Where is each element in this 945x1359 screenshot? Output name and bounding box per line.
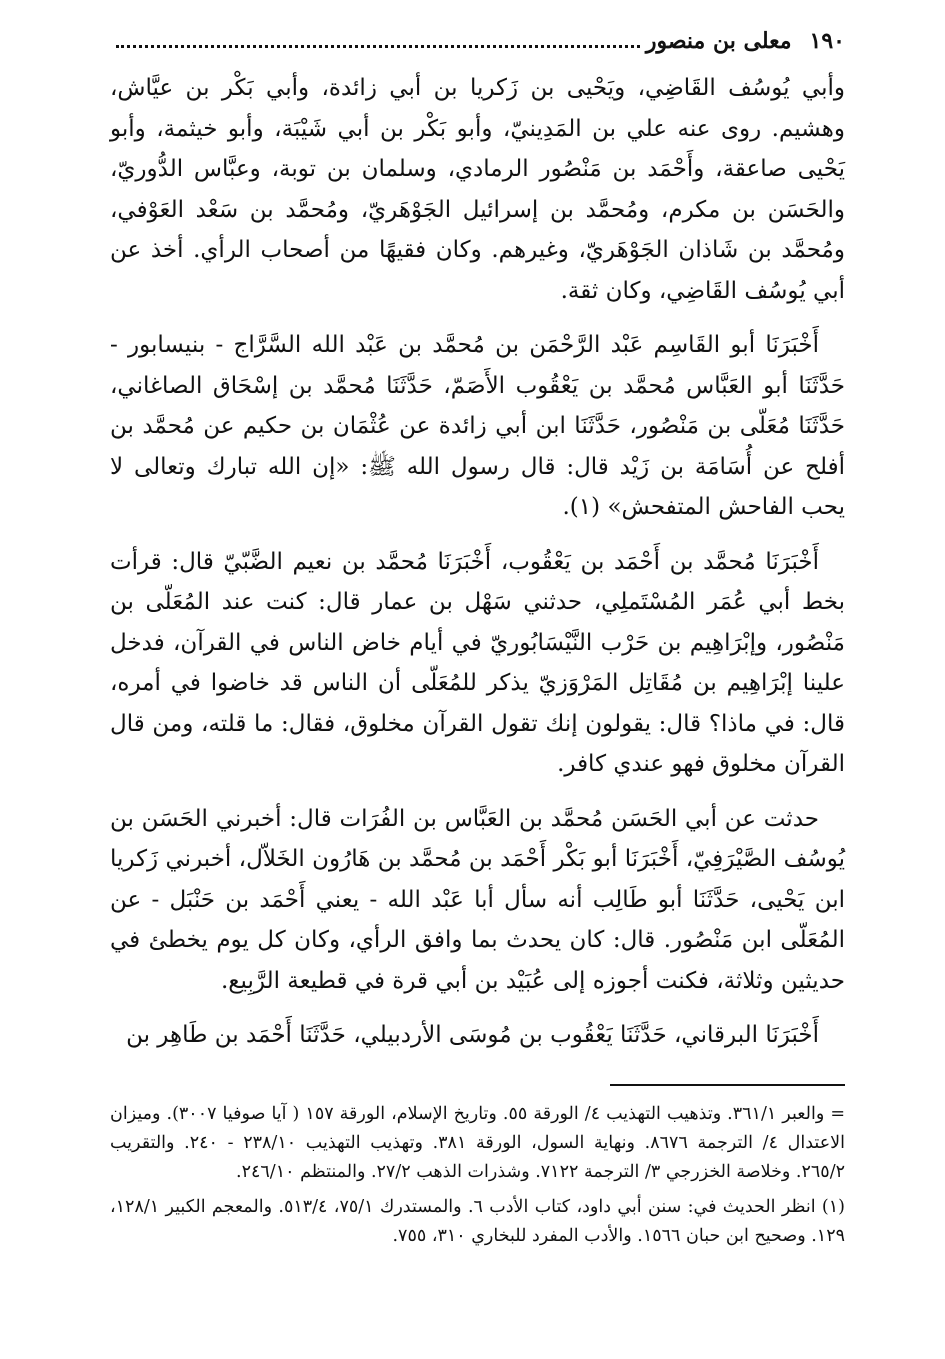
footnotes (110, 1100, 845, 1251)
paragraph-hadith: أَخْبَرَنَا أبو القَاسِم عَبْد الرَّحْمَن بن مُحمَّد بن عَبْد الله السَّرَّاج - بنيسابور - حَدَّثَنَا أبو العَبَّاس مُحمَّد بن يَعْقُوب الأَصَمّ، حَدَّثَنَا مُحمَّد بن إسْحَاق الصاغاني، حَدَّثَنَا مُعَلّى بن مَنْصُور، حَدَّثَنَا ابن أبي زائدة عن عُثْمَان بن حكيم عن مُحمَّد بن أفلح عن أُسَامَة بن زَيْد قال: قال رسول الله ﷺ: «إن الله تبارك وتعالى لا يحب الفاحش المتفحش» (١). (110, 332, 845, 520)
paragraph-quran-narration: أَخْبَرَنَا مُحمَّد بن أَحْمَد بن يَعْقُوب، أَخْبَرَنَا مُحمَّد بن نعيم الضَّبّيّ قال: قرأت بخط أبي عُمَر المُسْتَملِي، حدثني سَهْل بن عمار قال: كنت عند المُعَلّى بن مَنْصُور، وإبْرَاهِيم بن حَرْب النَّيْسَابُوريّ في أيام خاض الناس في القرآن، فدخل علينا إبْرَاهِيم بن مُقَاتِل المَرْوَزيّ يذكر للمُعَلّى أن الناس قد خاضوا في أمره، قال: في ماذا؟ قال: يقولون إنك تقول القرآن مخلوق، فقال: ما قلته، ومن قال القرآن مخلوق فهو عندي كافر. (110, 548, 845, 777)
running-title: معلى بن منصور (645, 28, 792, 54)
footnote-divider (610, 1084, 845, 1086)
page-number: ١٩٠ (809, 28, 845, 54)
footnote-1: (١) انظر الحديث في: سنن أبي داود، كتاب الأدب ٦. والمستدرك ٧٥/١، ٥١٣/٤. والمعجم الكبير ١٢٨/١، ١٢٩. وصحيح ابن حبان ١٥٦٦. والأدب المفرد للبخاري ٣١٠، ٧٥٥. (110, 1196, 845, 1246)
paragraph-teachers-students: وأبي يُوسُف القَاضِي، ويَحْيى بن زَكريا بن أبي زائدة، وأبي بَكْر بن عيَّاش، وهشيم. روى عنه علي بن المَدِينيّ، وأبو بَكْر بن أبي شَيْبَة، وأبو خيثمة، وأبو يَحْيى صاعقة، وأَحْمَد بن مَنْصُور الرمادي، وسلمان بن توبة، وعبَّاس الدُّوريّ، والحَسَن بن مكرم، ومُحمَّد بن إسرائيل الجَوْهَريّ، ومُحمَّد بن سَعْد العَوْفي، ومُحمَّد بن شَاذان الجَوْهَريّ، وغيرهم. وكان فقيهًا من أصحاب الرأي. أخذ عن أبي يُوسُف القَاضِي، وكان ثقة. (110, 75, 845, 304)
main-text (110, 68, 845, 1056)
header-dotted-leader (116, 31, 640, 48)
paragraph-ahmad-report: حدثت عن أبي الحَسَن مُحمَّد بن العَبَّاس بن الفُرَات قال: أخبرني الحَسَن بن يُوسُف الصَّيْرَفِيّ، أَخْبَرَنَا أبو بَكْر أَحْمَد بن مُحمَّد بن هَارُون الخَلاّل، أخبرني زَكريا ابن يَحْيى، حَدَّثَنَا أبو طَالِب أنه سأل أبا عَبْد الله - يعني أَحْمَد بن حَنْبَل - عن المُعَلّى ابن مَنْصُور. قال: كان يحدث بما وافق الرأي، وكان كل يوم يخطئ في حديثين وثلاثة، فكنت أجوزه إلى عُبَيْد بن أبي قرة في قطيعة الرَّبِيع. (110, 805, 845, 994)
page-header (110, 28, 845, 68)
paragraph-barqani-chain: أَخْبَرَنَا البرقاني، حَدَّثَنَا يَعْقُوب بن مُوسَى الأردبيلي، حَدَّثَنَا أَحْمَد بن طَاهِر بن (126, 1022, 819, 1048)
footnote-continuation: = والعبر ٣٦١/١. وتذهيب التهذيب ٤/ الورقة ٥٥. وتاريخ الإسلام، الورقة ١٥٧ ( آيا صوفيا ٣٠٠٧). وميزان الاعتدال ٤/ الترجمة ٨٦٧٦. ونهاية السول، الورقة ٣٨١. وتهذيب التهذيب ٢٣٨/١٠ - ٢٤٠. والتقريب ٢٦٥/٢. وخلاصة الخزرجي ٣/ الترجمة ٧١٢٢. وشذرات الذهب ٢٧/٢. والمنتظم ٢٤٦/١٠. (110, 1103, 846, 1182)
book-page (110, 28, 845, 1257)
